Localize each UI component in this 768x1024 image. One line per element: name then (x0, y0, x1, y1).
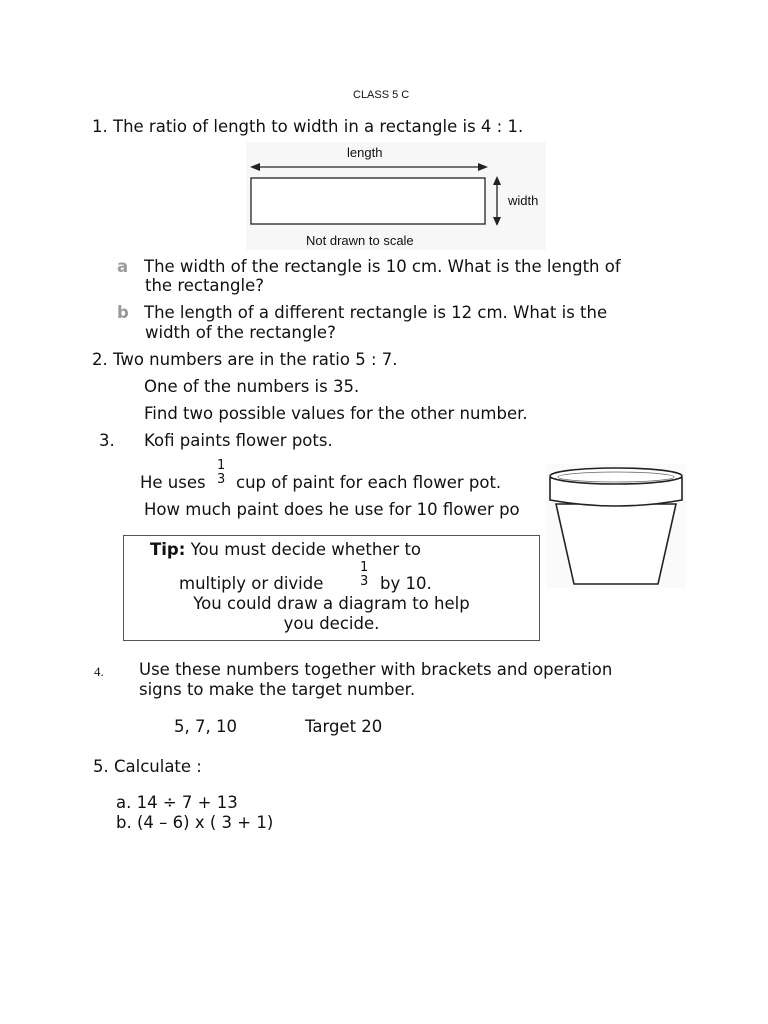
uses-text-after: cup of paint for each flower pot. (236, 473, 502, 492)
tip-fraction (360, 561, 368, 589)
question-4-line1: Use these numbers together with brackets and operation (139, 660, 613, 679)
question-3-number: 3. (99, 431, 115, 450)
tip-line2-before: multiply or divide (179, 574, 324, 593)
part-b-line1: The length of a different rectangle is 12 cm. What is the (144, 303, 608, 322)
part-a-line1: The width of the rectangle is 10 cm. What is the length of (144, 257, 621, 276)
question-3-stem: Kofi paints flower pots. (144, 431, 333, 450)
scale-note: Not drawn to scale (306, 233, 414, 248)
question-4-number: 4. (94, 664, 104, 679)
question-3-question: How much paint does he use for 10 flower po (144, 500, 520, 519)
question-1-stem: 1. The ratio of length to width in a rectangle is 4 : 1. (92, 117, 524, 136)
question-4-line2: signs to make the target number. (139, 680, 416, 699)
question-2-line2: Find two possible values for the other number. (144, 404, 528, 423)
question-5-part-b: b. (4 – 6) x ( 3 + 1) (116, 813, 274, 832)
question-5-part-a: a. 14 ÷ 7 + 13 (116, 793, 238, 812)
class-label: CLASS 5 C (353, 89, 410, 101)
question-4-target: Target 20 (305, 717, 383, 736)
tip-line1 (150, 540, 421, 560)
tip-line2-after: by 10. (380, 574, 432, 593)
part-b-line2: width of the rectangle? (145, 323, 336, 342)
width-label: width (508, 193, 539, 208)
question-2-stem: 2. Two numbers are in the ratio 5 : 7. (92, 350, 398, 369)
length-label: length (347, 145, 383, 160)
tip-fraction-numerator: 1 (360, 560, 369, 575)
paint-fraction (217, 459, 225, 487)
tip-line1-text: You must decide whether to (185, 540, 422, 559)
fraction-numerator: 1 (217, 458, 226, 473)
part-a-letter: a (117, 257, 129, 276)
uses-text-before: He uses (140, 473, 206, 492)
tip-line4: you decide. (283, 614, 380, 633)
flower-pot-icon (546, 464, 686, 588)
fraction-denominator: 3 (217, 472, 226, 487)
flower-pot-illustration (546, 464, 686, 588)
part-a-line2: the rectangle? (145, 276, 264, 295)
question-2-line1: One of the numbers is 35. (144, 377, 360, 396)
tip-line3: You could draw a diagram to help (193, 594, 470, 613)
tip-fraction-denominator: 3 (360, 574, 369, 589)
tip-label: Tip: (150, 540, 186, 559)
question-4-numbers: 5, 7, 10 (174, 717, 237, 736)
question-5-stem: 5. Calculate : (93, 757, 202, 776)
part-b-letter: b (117, 303, 129, 322)
